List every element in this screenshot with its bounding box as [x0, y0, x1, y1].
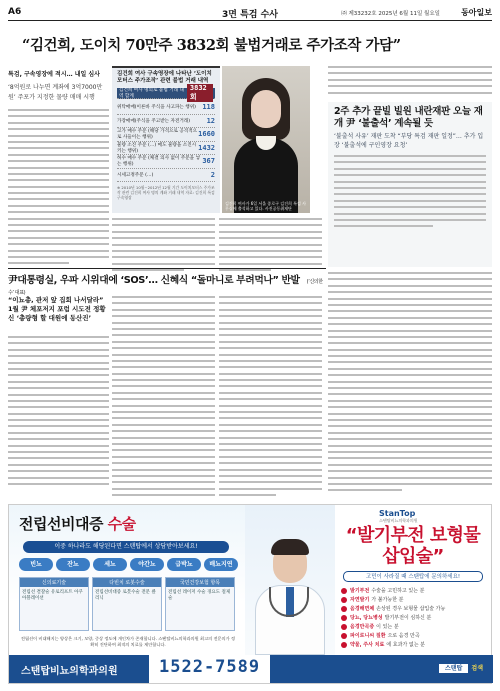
- clinic-logo: StanTop 스탠탑비뇨의학과의원: [379, 509, 418, 523]
- table-row-value: 2: [210, 170, 215, 179]
- symptom-chip: 배뇨지연: [204, 558, 238, 571]
- search-label: 검색: [471, 665, 483, 672]
- ad-right-subhead: 고민이 사라질 때 스탠탑에 문의하세요!: [343, 571, 483, 582]
- search-prompt[interactable]: [439, 663, 483, 672]
- bottom-headline-text: 尹대통령실, 우파 시위대에 ‘SOS’… 신혜식 “돌마니로 부려먹나” 반발: [8, 275, 300, 286]
- lead-body-col3: [219, 218, 322, 276]
- ad-right-panel: [335, 505, 491, 655]
- check-icon: [341, 642, 347, 648]
- table-row-value: 1432: [198, 143, 215, 152]
- lead-subheadline: 특검, 구속영장에 적시… 내일 심사: [8, 71, 100, 78]
- issue-date: ㈜ 제33232호 2025년 6월 11일 월요일: [341, 11, 440, 17]
- table-row-label: 가장매매(주식을 주고받는 자전거래): [117, 118, 191, 124]
- ad-headline: 전립선비대증 수술: [19, 515, 136, 533]
- list-item: 파이로니씨 질환 으로 음경 만곡: [341, 631, 487, 640]
- check-icon: [341, 633, 347, 639]
- bottom-article-lede: “이뇨총, 관저 앞 집회 나서달라” 1월 尹 체포저지 포럼 시도전 정황 신 ‘총량형 할 대원에 동산진’: [8, 296, 106, 322]
- treatment-cell: 국민건강보험 항목 전립선 레이저 수술 경요도 절제술: [165, 577, 235, 631]
- table-row-label: 허수 매수 주문 (체결 의사 없이 주문을 넣는 행위): [117, 156, 201, 168]
- list-item: 음경만곡증 이 있는 분: [341, 622, 487, 631]
- table-row: [117, 142, 215, 156]
- list-item: 약물, 주사 치료 에 효과가 없는 분: [341, 640, 487, 649]
- doctor-illustration: [245, 505, 335, 655]
- table-footnote: ※ 2010년 10월~2012년 12월 기간 도이치모터스 주가조작 관련 김건희 여사 명의 계좌 거래 내역 자료: 김건희 특검 구속영장: [117, 185, 215, 200]
- right-side-article[interactable]: [328, 102, 492, 267]
- table-row: [117, 155, 215, 169]
- table-row-label: 고가 매수 주문 (해당 가격으로 공격적으로 사들이는 행위): [117, 129, 198, 141]
- clinic-name: 스탠탑비뇨의학과의원: [21, 666, 118, 677]
- bottom-headline-sub: (‘신의한수’ 대표): [8, 279, 323, 296]
- list-item: 당뇨, 당뇨병성 발기부전이 심하신 분: [341, 613, 487, 622]
- page-number: A6: [8, 7, 22, 17]
- table-title: 김건희 여사 구속영장에 나타난 ‘도이치모터스 주가조작’ 관련 불법 거래 내역: [117, 71, 212, 84]
- symptom-chip: 야간뇨: [130, 558, 164, 571]
- lead-headline[interactable]: “김건희, 도이치 70만주 3832회 불법거래로 주가조작 가담”: [22, 37, 401, 54]
- table-row-label: 위탁매매(이른바 주식을 사고파는 행위): [117, 105, 196, 111]
- indication-list: [341, 586, 487, 649]
- symptom-chip: 세뇨: [93, 558, 127, 571]
- symptom-chip: 잔뇨: [56, 558, 90, 571]
- photo-caption: 김건희 여사가 6일 서울 종로구 김건희 특검 사무실에 출석하고 있다. 사진공동취재단: [225, 201, 306, 211]
- table-total-value: 3832회: [187, 84, 213, 102]
- right-article-body-cont: [328, 272, 492, 496]
- table-row-value: 12: [206, 116, 215, 125]
- ad-footer: [9, 655, 493, 683]
- table-row-value: 1660: [198, 130, 215, 139]
- advertisement[interactable]: [8, 504, 492, 684]
- table-row: [117, 115, 215, 129]
- news-photo[interactable]: [222, 66, 310, 213]
- check-icon: [341, 588, 347, 594]
- list-item: 음경해면체 손상된 경우 보형물 삽입술 가능: [341, 604, 487, 613]
- treatment-cell: 다빈치 로봇수술 전립선비대증 로봇수술 전문 클리닉: [92, 577, 162, 631]
- table-total-row: [117, 84, 215, 101]
- phone-number[interactable]: 1522-7589: [149, 655, 270, 683]
- table-row: [117, 128, 215, 142]
- lead-body-col2: [112, 218, 215, 276]
- bottom-body-col2: [112, 296, 215, 501]
- list-item: 자연발기 가 불가능한 분: [341, 595, 487, 604]
- lead-body-text: [8, 109, 109, 264]
- trade-table-box: [112, 66, 220, 213]
- section-title: 3면 특검 수사: [222, 10, 278, 20]
- lead-body-col4: [328, 66, 492, 98]
- search-box: 스탠탑: [439, 664, 468, 673]
- lead-lede: ‘8억원로 나누면 계좌에 3억7000만원’ 주포가 지정한 물량 매매 시행: [8, 84, 103, 101]
- ad-note: 전립선이 비대해지는 양상은 크기, 모양, 중상 정도에 개인차가 존재합니다. 스탠탑비뇨의학과의원 최고의 전문의가 정확히 진단하여 최적의 치료를 제안합니다.: [20, 636, 236, 647]
- table-row-label: 시세고정주문 (…): [117, 172, 154, 178]
- ad-right-headline: “발기부전 보형물 삽입술”: [345, 525, 481, 567]
- symptom-chip: 빈뇨: [19, 558, 53, 571]
- check-icon: [341, 597, 347, 603]
- ad-tagline: 이중 하나라도 해당된다면 스탠탑에서 상담받아보세요!: [23, 541, 229, 553]
- bottom-article-headline[interactable]: [8, 268, 326, 296]
- table-row-value: 118: [202, 103, 215, 112]
- symptom-chips: [19, 558, 238, 571]
- check-icon: [341, 606, 347, 612]
- check-icon: [341, 615, 347, 621]
- table-row: [117, 169, 215, 183]
- newspaper-logo: 동아일보: [461, 7, 492, 17]
- right-article-headline: 2주 추가 끝빌 빌원 내란재판 오늘 재개 尹 ‘불출석’ 계속될 듯: [334, 106, 483, 129]
- check-icon: [341, 624, 347, 630]
- right-article-subhead: ‘불출석 사유’ 재판 도착 “부당 특검 재판 일정”… 추가 입장 ‘불출석에 구인영장 요청’: [334, 133, 484, 149]
- symptom-chip: 급박뇨: [167, 558, 201, 571]
- table-row-label: 물량 소진 주문 (…) 매도 물량을 소진시키는 행위): [117, 142, 197, 154]
- treatment-cell: 신의료기술 전립선 결찰술 유로리프트 아쿠아블레이션: [19, 577, 89, 631]
- list-item: 발기부전 수술을 고민하고 있는 분: [341, 586, 487, 595]
- bottom-body-col3: [219, 296, 322, 501]
- bottom-body-col1: [8, 336, 109, 489]
- table-row-value: 367: [202, 157, 215, 166]
- table-total-label: 김건희 여사 명의로 불법 거래 내역 합계: [119, 88, 184, 99]
- table-row: [117, 101, 215, 115]
- page-header: [8, 5, 492, 21]
- lead-left-column: [8, 70, 109, 269]
- treatment-grid: [19, 577, 235, 631]
